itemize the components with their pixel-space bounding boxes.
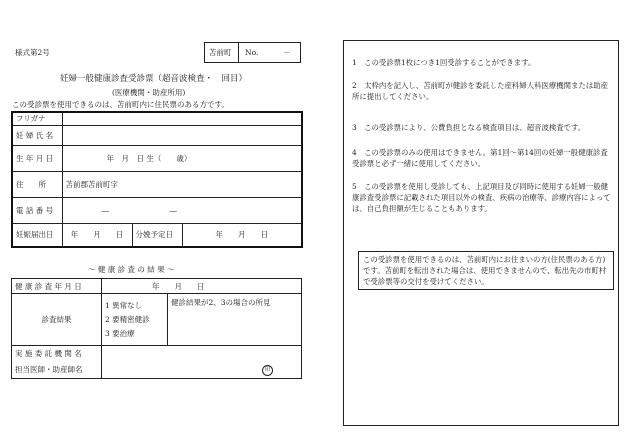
birth-field[interactable]: 年 月 日 生（ 歳） bbox=[62, 145, 302, 171]
residence-notice-box: この受診票を使用できるのは、苫前町内にお住まいの方(住民票のある方)です。苫前町を転出された場合は、使用できませんので、転出先の市町村で受診票等の交付を受けてください。 bbox=[358, 251, 614, 290]
seal-icon: 印 bbox=[262, 365, 273, 376]
birth-label: 生 年 月 日 bbox=[12, 145, 62, 171]
furigana-field[interactable] bbox=[62, 112, 302, 125]
furigana-label: フリガナ bbox=[12, 112, 62, 125]
number-box-divider bbox=[238, 43, 239, 62]
result-option-1[interactable]: 1 異常なし bbox=[105, 300, 143, 310]
number-box bbox=[204, 42, 301, 63]
note-2: 2 太枠内を記入し、苫前町が健診を委託した産科婦人科医療機関または助産所に提出してください。 bbox=[352, 81, 608, 101]
address-label: 住 所 bbox=[12, 171, 62, 197]
usage-notice: この受診票を使用できるのは、苫前町内に住民票のある方です。 bbox=[12, 100, 229, 109]
finding-label: 健診結果が2、3の場合の所見 bbox=[171, 298, 271, 307]
phone-field[interactable] bbox=[62, 197, 302, 223]
doctor-label: 担当医師・助産師名 bbox=[15, 365, 83, 374]
no-label: No. bbox=[245, 48, 259, 57]
personal-info-table bbox=[11, 111, 303, 248]
exam-date-field[interactable]: 年 月 日 bbox=[102, 279, 302, 294]
phone-dash-1: ― bbox=[101, 205, 109, 215]
page-subtitle: (医療機関・助産所用) bbox=[112, 88, 186, 97]
note-3: 3 この受診票により、公費負担となる検査項目は、超音波検査です。 bbox=[352, 123, 586, 132]
result-options[interactable] bbox=[102, 294, 168, 346]
name-label: 妊 婦 氏 名 bbox=[12, 125, 62, 145]
results-table bbox=[11, 278, 302, 379]
town-label: 苫前町 bbox=[209, 48, 232, 57]
notes-panel bbox=[343, 40, 619, 426]
phone-dash-2: ― bbox=[169, 205, 177, 215]
no-value: － bbox=[283, 48, 291, 57]
institution-doctor-field[interactable] bbox=[102, 346, 302, 379]
exam-date-label: 健 康 診 査 年 月 日 bbox=[12, 279, 102, 294]
note-4: 4 この受診票のみの使用はできません。第1回〜第14回の妊婦一般健康診査受診票と必ず一緒に使用してください。 bbox=[352, 148, 608, 168]
note-5: 5 この受診票を使用し受診しても、上記項目及び同時に使用する妊婦一般健康診査受診票に記載された項目以外の検査、疾病の治療等、診療内容によっては、自己負担額が生じることもあります。 bbox=[352, 182, 611, 213]
result-option-3[interactable]: 3 要治療 bbox=[105, 328, 135, 338]
finding-field[interactable] bbox=[168, 294, 302, 346]
report-date-label: 妊娠届出日 bbox=[12, 223, 62, 247]
form-number: 様式第2号 bbox=[15, 48, 50, 57]
phone-label: 電 話 番 号 bbox=[12, 197, 62, 223]
name-field[interactable] bbox=[62, 125, 302, 145]
result-option-2[interactable]: 2 要精密健診 bbox=[105, 314, 150, 324]
note-1: 1 この受診票1枚につき1回受診することができます。 bbox=[352, 58, 536, 67]
address-field[interactable]: 苫前郡苫前町字 bbox=[62, 171, 302, 197]
institution-doctor-labels bbox=[12, 346, 102, 379]
result-label: 診査結果 bbox=[12, 294, 102, 346]
page-title: 妊婦一般健康診査受診票（超音波検査・ 回目） bbox=[60, 74, 248, 84]
report-date-field[interactable]: 年 月 日 bbox=[62, 223, 132, 247]
institution-label: 実 施 委 託 機 関 名 bbox=[15, 349, 82, 358]
due-date-label: 分娩予定日 bbox=[132, 223, 182, 247]
results-heading: ～ 健 康 診 査 の 結 果 ～ bbox=[88, 265, 175, 274]
due-date-field[interactable]: 年 月 日 bbox=[182, 223, 302, 247]
